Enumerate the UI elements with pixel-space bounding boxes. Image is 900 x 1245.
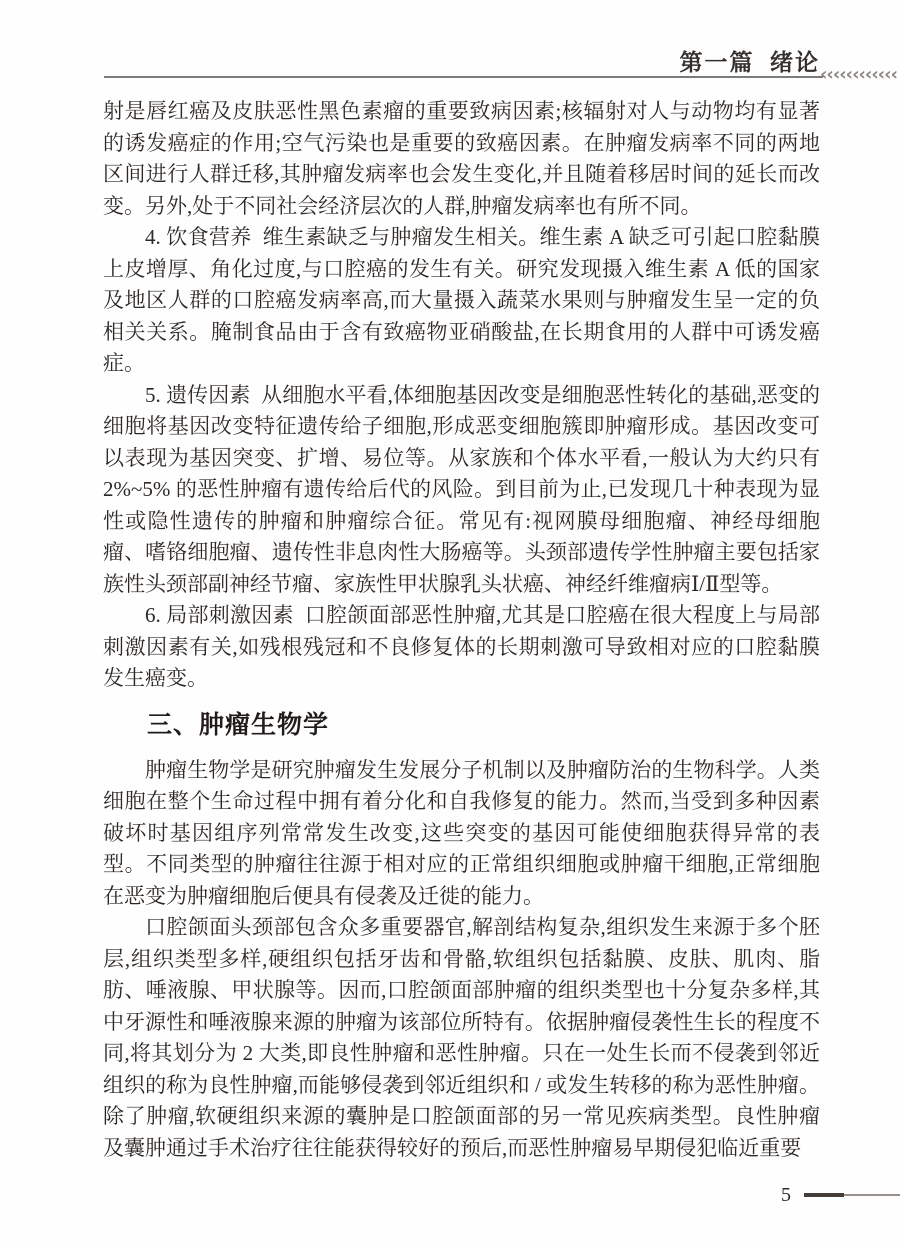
- paragraph-oral-maxillofacial-tumors: 口腔颌面头颈部包含众多重要器官,解剖结构复杂,组织发生来源于多个胚层,组织类型多样,硬组织包括牙齿和骨骼,软组织包括黏膜、皮肤、肌肉、脂肪、唾液腺、甲状腺等。因而,口腔颌面部肿瘤的组织类型也十分复杂多样,其中牙源性和唾液腺来源的肿瘤为该部位所特有。依据肿瘤侵袭性生长的程度不同,将其划分为 2 大类,即良性肿瘤和恶性肿瘤。只在一处生长而不侵袭到邻近组织的称为良性肿瘤,而能够侵袭到邻近组织和 / 或发生转移的称为恶性肿瘤。除了肿瘤,软硬组织来源的囊肿是口腔颌面部的另一常见疾病类型。良性肿瘤及囊肿通过手术治疗往往能获得较好的预后,而恶性肿瘤易早期侵犯临近重要: [103, 915, 820, 1160]
- paragraph-tumor-biology-intro: 肿瘤生物学是研究肿瘤发生发展分子机制以及肿瘤防治的生物科学。人类细胞在整个生命过程中拥有着分化和自我修复的能力。然而,当受到多种因素破坏时基因组序列常常发生改变,这些突变的基因可能使细胞获得异常的表型。不同类型的肿瘤往往源于相对应的正常组织细胞或肿瘤干细胞,正常细胞在恶变为肿瘤细胞后便具有侵袭及迁徙的能力。: [103, 757, 820, 908]
- footer-rule-thin: [844, 1194, 900, 1196]
- paragraph-radiation-factors: 射是唇红癌及皮肤恶性黑色素瘤的重要致病因素;核辐射对人与动物均有显著的诱发癌症的作用;空气污染也是重要的致癌因素。在肿瘤发病率不同的两地区间进行人群迁移,其肿瘤发病率也会发生变化,并且随着移居时间的延长而改变。另外,处于不同社会经济层次的人群,肿瘤发病率也有所不同。: [103, 99, 820, 218]
- section-heading-tumor-biology: 三、肿瘤生物学: [147, 710, 330, 739]
- footer-rule-thick: [804, 1193, 844, 1197]
- paragraph-diet-nutrition: 4. 饮食营养 维生素缺乏与肿瘤发生相关。维生素 A 缺乏可引起口腔黏膜上皮增厚、角化过度,与口腔癌的发生有关。研究发现摄入维生素 A 低的国家及地区人群的口腔癌发病率高,而大量摄入蔬菜水果则与肿瘤发生呈一定的负相关关系。腌制食品由于含有致癌物亚硝酸盐,在长期食用的人群中可诱发癌症。: [103, 225, 820, 375]
- chevrons-left-icon: ‹‹‹‹‹‹‹‹‹‹‹‹: [819, 64, 897, 85]
- paragraph-local-stimulation: 6. 局部刺激因素 口腔颌面部恶性肿瘤,尤其是口腔癌在很大程度上与局部刺激因素有关,如残根残冠和不良修复体的长期刺激可导致相对应的口腔黏膜发生癌变。: [103, 603, 820, 690]
- page-footer: [781, 1183, 900, 1207]
- running-head-title: 第一篇 绪论: [679, 50, 820, 75]
- page-body-text: [103, 96, 820, 1164]
- page-number: 5: [781, 1184, 791, 1206]
- paragraph-genetic-factors: 5. 遗传因素 从细胞水平看,体细胞基因改变是细胞恶性转化的基础,恶变的细胞将基因改变特征遗传给子细胞,形成恶变细胞簇即肿瘤形成。基因改变可以表现为基因突变、扩增、易位等。从家族和个体水平看,一般认为大约只有 2%~5% 的恶性肿瘤有遗传给后代的风险。到目前为止,已发现几十种表现为显性或隐性遗传的肿瘤和肿瘤综合征。常见有:视网膜母细胞瘤、神经母细胞瘤、嗜铬细胞瘤、遗传性非息肉性大肠癌等。头颈部遗传学性肿瘤主要包括家族性头颈部副神经节瘤、家族性甲状腺乳头状癌、神经纤维瘤病Ⅰ/Ⅱ型等。: [103, 382, 820, 596]
- header-rule: [104, 76, 823, 78]
